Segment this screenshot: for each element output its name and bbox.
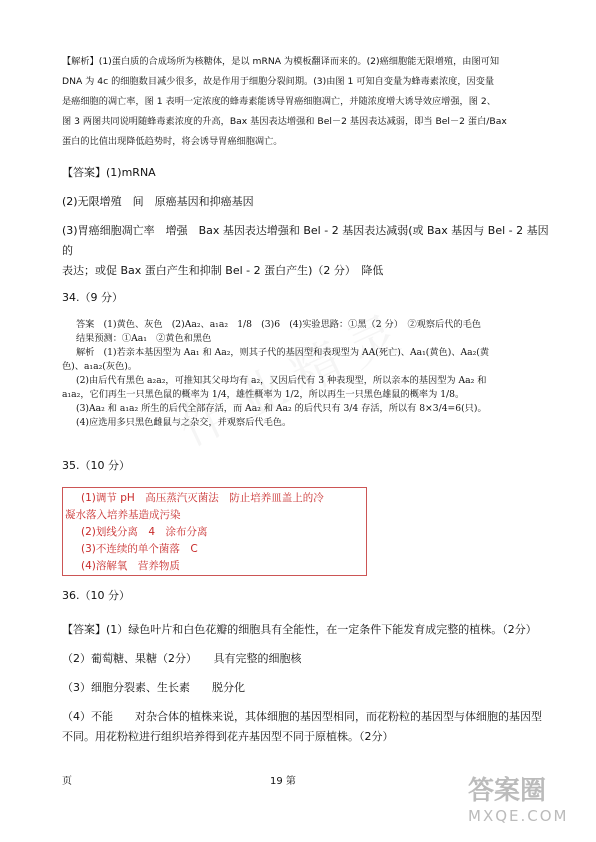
answer-line: 【答案】(1）绿色叶片和白色花瓣的细胞具有全能性，在一定条件下能发育成完整的植株。（2分） [62,623,537,636]
analysis-line: 【解析】(1)蛋白质的合成场所为核糖体，是以 mRNA 为模板翻译而来的。(2)癌细胞能无限增殖，由图可知 [62,56,500,67]
answer-line: 答案 (1)黄色、灰色 (2)Aa₂、a₁a₂ 1/8 (3)6 (4)实验思路：①黑（2 分） ②观察后代的毛色 [76,319,481,330]
answer-line: (3)胃癌细胞凋亡率 增强 Bax 基因表达增强和 Bel - 2 基因表达减弱(或 Bax 基因与 Bel - 2 基因的 [62,224,549,257]
question-heading: 34.（9 分） [62,291,123,304]
answer-line: 不同。用花粉粒进行组织培养得到花卉基因型不同于原植株。（2分） [62,730,394,743]
site-logo [468,770,588,840]
analysis-line: DNA 为 4c 的细胞数目减少很多，故是作用于细胞分裂间期。(3)由图 1 可知自变量为蜂毒素浓度，因变量 [62,76,495,87]
analysis-line: 蛋白的比值出现降低趋势时，将会诱导胃癌细胞凋亡。 [62,136,283,147]
logo-site: MXQE.COM [468,807,569,825]
explanation-line: (3)Aa₂ 和 a₁a₂ 所生的后代全部存活，而 Aa₂ 和 Aa₂ 的后代只有 3/4 存活，所以有 8×3/4=6(只)。 [76,403,487,414]
page-number: 19 第 [270,776,296,787]
question-heading: 36.（10 分） [62,589,130,602]
question-35-heading-wrap [62,456,552,476]
question-36-block [62,586,552,747]
analysis-line: 图 3 两图共同说明随蜂毒素浓度的升高，Bax 基因表达增强和 Bel－2 基因表达减弱，即当 Bel－2 蛋白/Bax [62,116,507,127]
answer-line: 结果预测：①Aa₁ ②黄色和黑色 [76,333,212,344]
explanation-line: 色)、a₁a₂(灰色)。 [62,361,138,372]
handwritten-answer-box [62,487,367,576]
explanation-line: (4)应选用多只黑色雌鼠与之杂交，并观察后代毛色。 [76,417,292,428]
answer-line: （4）不能 对杂合体的植株来说，其体细胞的基因型相同，而花粉粒的基因型与体细胞的基因型 [62,710,542,723]
handwritten-line: (1)调节 pH 高压蒸汽灭菌法 防止培养皿盖上的冷 [81,492,324,504]
analysis-line: 是癌细胞的凋亡率，图 1 表明一定浓度的蜂毒素能诱导胃癌细胞凋亡，并随浓度增大诱导效应增强，图 2、 [62,96,496,107]
analysis-block [62,52,552,152]
footer-left: 页 [62,776,72,787]
handwritten-line: (4)溶解氧 营养物质 [81,560,180,572]
handwritten-line: 凝水落入培养基造成污染 [65,509,181,521]
question-34-block [62,288,552,430]
answer-line: （2）葡萄糖、果糖（2分） 具有完整的细胞核 [62,652,302,665]
answer-line: 表达；或促 Bax 蛋白产生和抑制 Bel - 2 蛋白产生)（2 分） 降低 [62,264,384,277]
explanation-line: (2)由后代有黑色 a₂a₂，可推知其父母均有 a₂，又因后代有 3 种表现型，所以亲本的基因型为 Aa₂ 和 [76,375,487,386]
logo-title: 答案圈 [468,776,547,806]
question-heading: 35.（10 分） [62,459,130,472]
answer-line: （3）细胞分裂素、生长素 脱分化 [62,681,245,694]
explanation-line: a₁a₂，它们再生一只黑色鼠的概率为 1/4，雄性概率为 1/2，所以再生一只黑色雄鼠的概率为 1/8。 [62,389,465,400]
answer-33-block [62,163,552,281]
answer-line: (2)无限增殖 间 原癌基因和抑癌基因 [62,195,254,208]
handwritten-line: (2)划线分离 4 涂布分离 [81,526,208,538]
handwritten-line: (3)不连续的单个菌落 C [81,543,198,555]
explanation-line: 解析 (1)若亲本基因型为 Aa₁ 和 Aa₂，则其子代的基因型和表现型为 AA(死亡)、Aa₁(黄色)、Aa₂(黄 [76,347,490,358]
answer-line: 【答案】(1)mRNA [62,166,156,179]
